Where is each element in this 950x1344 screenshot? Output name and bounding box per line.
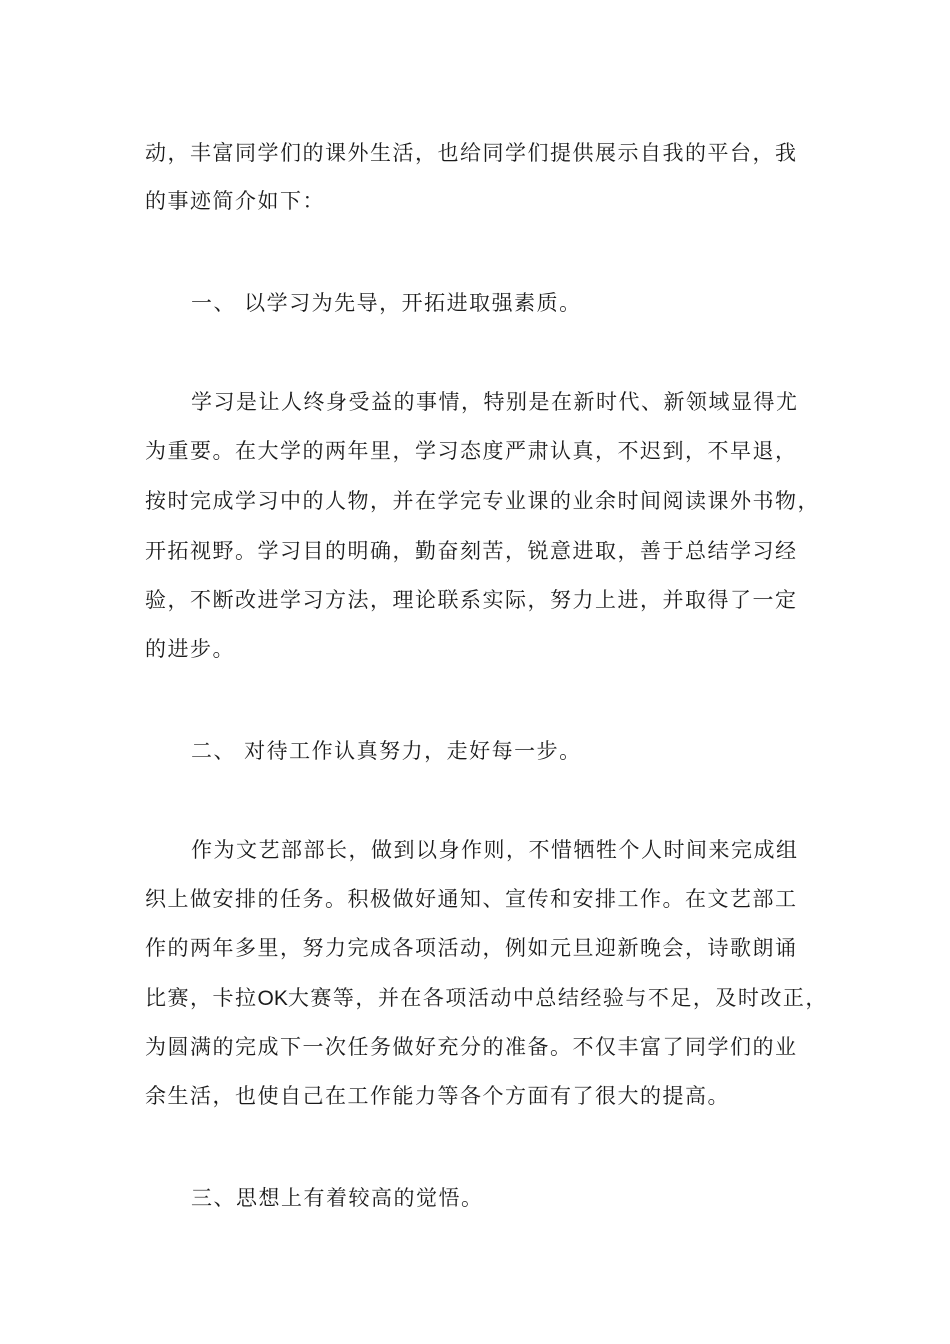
section-1-line-2: 为重要。在大学的两年里，学习态度严肃认真，不迟到，不早退， [145,439,798,463]
section-2-line-2: 织上做安排的任务。积极做好通知、宣传和安排工作。在文艺部工 [145,887,798,911]
section-1-line-6: 的进步。 [145,637,235,661]
section-1-line-5: 验，不断改进学习方法，理论联系实际，努力上进，并取得了一定 [145,588,798,612]
section-2-line-6: 余生活，也使自己在工作能力等各个方面有了很大的提高。 [145,1084,730,1108]
section-1-heading: 一、 以学习为先导，开拓进取强素质。 [191,291,582,315]
section-2-line-4-part-2: 大赛等，并在各项活动中总结经验与不足，及时改正， [287,986,828,1010]
section-1-line-3: 按时完成学习中的人物，并在学完专业课的业余时间阅读课外书物， [145,489,820,513]
section-2-line-5: 为圆满的完成下一次任务做好充分的准备。不仅丰富了同学们的业 [145,1035,798,1059]
section-1-line-1: 学习是让人终身受益的事情，特别是在新时代、新领域显得尤 [191,390,799,414]
section-2-line-4-ok: OK [257,987,288,1010]
section-3-heading: 三、思想上有着较高的觉悟。 [191,1186,484,1210]
intro-line-2: 的事迹简介如下： [145,189,325,213]
section-1-line-4: 开拓视野。学习目的明确，勤奋刻苦，锐意进取，善于总结学习经 [145,539,798,563]
section-2-line-1: 作为文艺部部长，做到以身作则，不惜牺牲个人时间来完成组 [191,838,799,862]
section-2-line-4 [145,984,828,1013]
section-2-line-3: 作的两年多里，努力完成各项活动，例如元旦迎新晚会，诗歌朗诵 [145,936,798,960]
intro-line-1: 动，丰富同学们的课外生活，也给同学们提供展示自我的平台，我 [145,141,798,165]
section-2-line-4-part-1: 比赛，卡拉 [145,986,258,1010]
section-2-heading: 二、 对待工作认真努力，走好每一步。 [191,739,582,763]
